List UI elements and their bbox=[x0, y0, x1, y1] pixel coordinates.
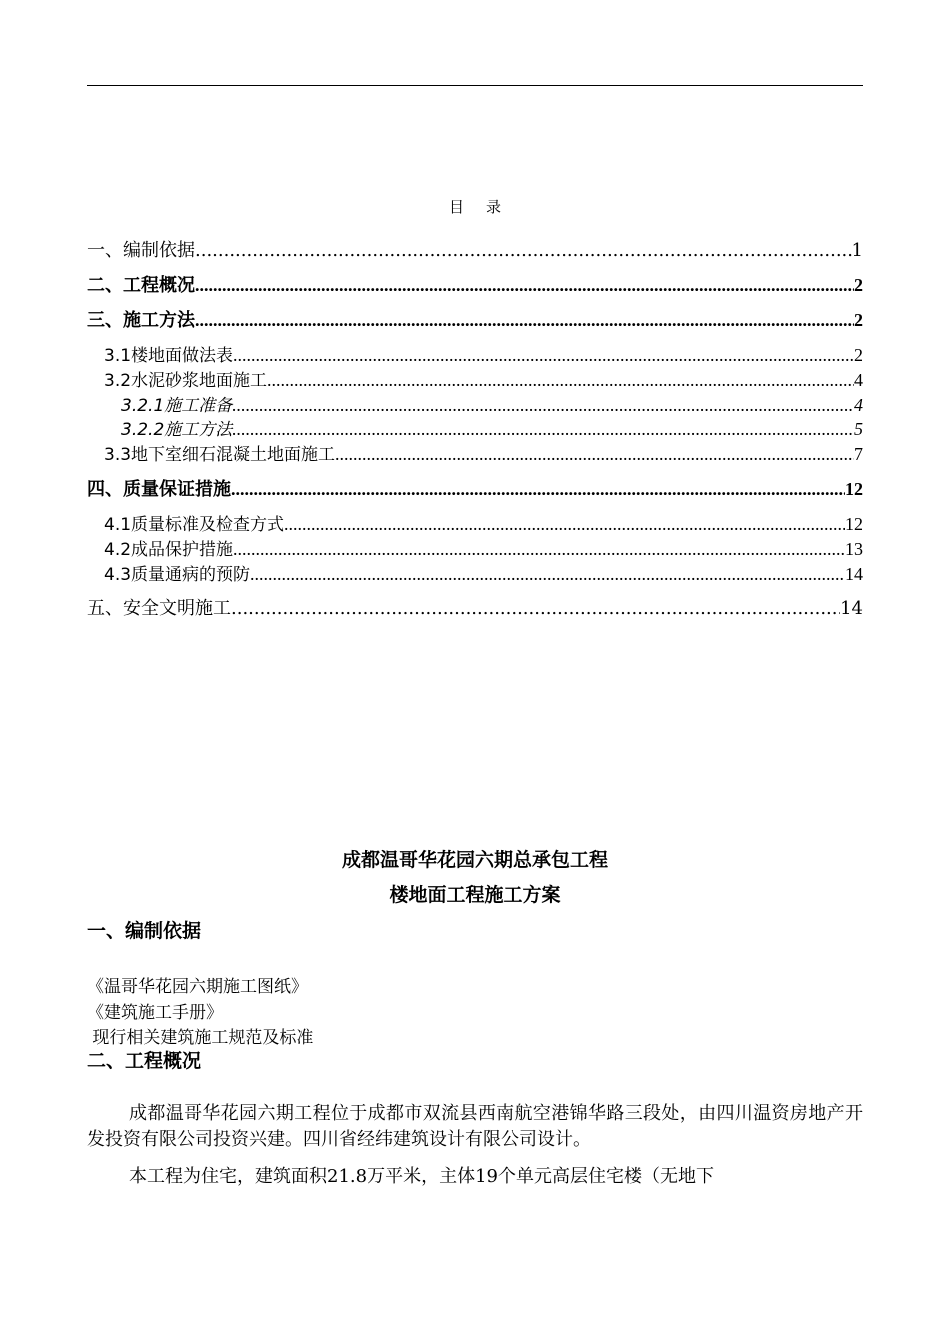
toc-title-char-2: 录 bbox=[486, 198, 502, 216]
toc-entry[interactable] bbox=[87, 341, 863, 366]
toc-entry-page: 2 bbox=[854, 310, 863, 330]
toc-entry-label: 二、工程概况 bbox=[87, 275, 195, 296]
toc-entry-label: 3.2水泥砂浆地面施工 bbox=[104, 371, 268, 391]
toc-leader-dots bbox=[233, 539, 845, 560]
toc-entry[interactable] bbox=[87, 440, 863, 465]
toc-entry[interactable] bbox=[87, 535, 863, 560]
toc-entry[interactable] bbox=[87, 475, 863, 501]
section-heading: 一、编制依据 bbox=[87, 920, 202, 942]
toc-leader-dots bbox=[232, 395, 854, 416]
toc-entry-page: 2 bbox=[854, 345, 863, 365]
toc-leader-dots bbox=[250, 564, 845, 585]
toc-entry[interactable] bbox=[87, 415, 863, 440]
toc-entry-label: 3.2.2施工方法 bbox=[121, 420, 233, 440]
toc-entry-page: 12 bbox=[845, 479, 863, 499]
toc-entry-label: 3.1楼地面做法表 bbox=[104, 346, 234, 366]
toc-leader-dots bbox=[335, 444, 854, 465]
toc-entry-page: 1 bbox=[851, 240, 863, 261]
toc-entry-label: 4.3质量通病的预防 bbox=[104, 565, 251, 585]
toc-entry-page: 2 bbox=[854, 275, 863, 295]
toc-entry-label: 4.2成品保护措施 bbox=[104, 540, 234, 560]
document-subtitle: 楼地面工程施工方案 bbox=[389, 884, 561, 906]
section-heading: 二、工程概况 bbox=[87, 1050, 202, 1072]
toc-entry-label: 四、质量保证措施 bbox=[87, 479, 231, 500]
toc-entry[interactable] bbox=[87, 366, 863, 391]
toc-entry[interactable] bbox=[87, 560, 863, 585]
toc-leader-dots bbox=[195, 310, 854, 331]
toc-entry-page: 4 bbox=[854, 370, 863, 390]
toc-entry[interactable] bbox=[87, 306, 863, 332]
toc-entry-page: 14 bbox=[845, 564, 863, 584]
toc-leader-dots bbox=[231, 598, 840, 619]
toc-entry-page: 7 bbox=[854, 444, 863, 464]
body-paragraph: 成都温哥华花园六期工程位于成都市双流县西南航空港锦华路三段处，由四川温资房地产开发投资有限公司投资兴建。四川省经纬建筑设计有限公司设计。 bbox=[87, 1103, 863, 1150]
toc-entry-label: 4.1质量标准及检查方式 bbox=[104, 515, 285, 535]
toc-leader-dots bbox=[195, 275, 854, 296]
body-paragraph: 本工程为住宅，建筑面积21.8万平米，主体19个单元高层住宅楼（无地下 bbox=[129, 1166, 714, 1187]
toc-entry-page: 14 bbox=[840, 598, 863, 619]
toc-leader-dots bbox=[195, 240, 852, 261]
reference-item: 《温哥华花园六期施工图纸》 bbox=[87, 977, 308, 997]
toc-entry-page: 4 bbox=[854, 395, 863, 415]
toc-entry-label: 3.2.1施工准备 bbox=[121, 396, 233, 416]
reference-item: 现行相关建筑施工规范及标准 bbox=[87, 1028, 314, 1048]
toc-leader-dots bbox=[284, 514, 845, 535]
reference-item: 《建筑施工手册》 bbox=[87, 1003, 223, 1023]
toc-entry[interactable] bbox=[87, 271, 863, 297]
toc-entry-label: 一、编制依据 bbox=[87, 240, 195, 261]
document-title: 成都温哥华花园六期总承包工程 bbox=[341, 849, 608, 871]
toc-leader-dots bbox=[233, 345, 854, 366]
toc-entry-label: 三、施工方法 bbox=[87, 310, 195, 331]
toc-entry-label: 五、安全文明施工 bbox=[87, 598, 231, 619]
toc-entry-page: 12 bbox=[845, 514, 863, 534]
toc-entry[interactable] bbox=[87, 510, 863, 535]
toc-title-char-1: 目 bbox=[448, 198, 464, 216]
toc-entry-page: 5 bbox=[854, 419, 863, 439]
header-rule bbox=[87, 85, 863, 86]
toc-entry[interactable] bbox=[87, 391, 863, 416]
toc-leader-dots bbox=[267, 370, 854, 391]
toc-leader-dots bbox=[231, 479, 845, 500]
toc-entry-label: 3.3地下室细石混凝土地面施工 bbox=[104, 445, 336, 465]
toc-entry[interactable] bbox=[87, 594, 863, 620]
toc-leader-dots bbox=[232, 419, 854, 440]
toc-entry-page: 13 bbox=[845, 539, 863, 559]
toc-title bbox=[0, 196, 950, 217]
toc-entry[interactable] bbox=[87, 236, 863, 262]
